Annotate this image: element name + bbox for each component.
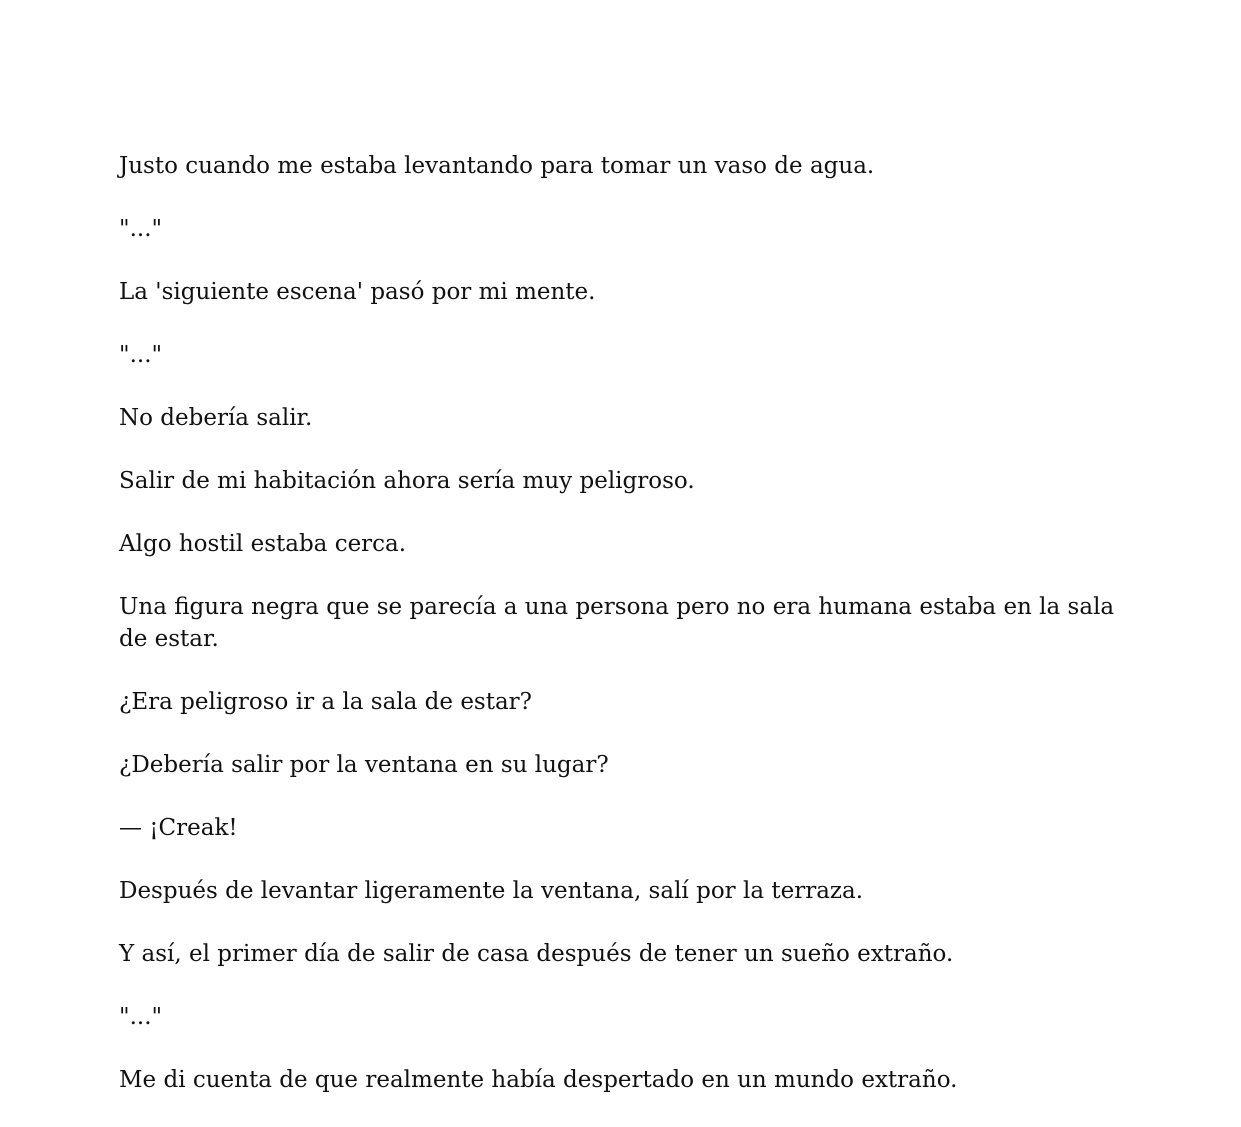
paragraph: Algo hostil estaba cerca. [119, 531, 407, 557]
paragraph: Justo cuando me estaba levantando para tomar un vaso de agua. [119, 153, 875, 179]
paragraph: No debería salir. [119, 405, 313, 431]
paragraph: Una figura negra que se parecía a una persona pero no era humana estaba en la sala de estar. [119, 594, 1115, 652]
paragraph: ¿Era peligroso ir a la sala de estar? [119, 689, 533, 715]
paragraph: "..." [119, 216, 163, 242]
paragraph: ¿Debería salir por la ventana en su lugar? [119, 752, 609, 778]
paragraph: — ¡Creak! [119, 815, 238, 841]
paragraph: Después de levantar ligeramente la ventana, salí por la terraza. [119, 878, 864, 904]
paragraph: La 'siguiente escena' pasó por mi mente. [119, 279, 596, 305]
paragraph: "..." [119, 342, 163, 368]
paragraph: Me di cuenta de que realmente había despertado en un mundo extraño. [119, 1067, 958, 1093]
paragraph: Y así, el primer día de salir de casa después de tener un sueño extraño. [119, 941, 954, 967]
paragraph: Salir de mi habitación ahora sería muy peligroso. [119, 468, 695, 494]
paragraph: "..." [119, 1004, 163, 1030]
document-body [119, 150, 1129, 1127]
